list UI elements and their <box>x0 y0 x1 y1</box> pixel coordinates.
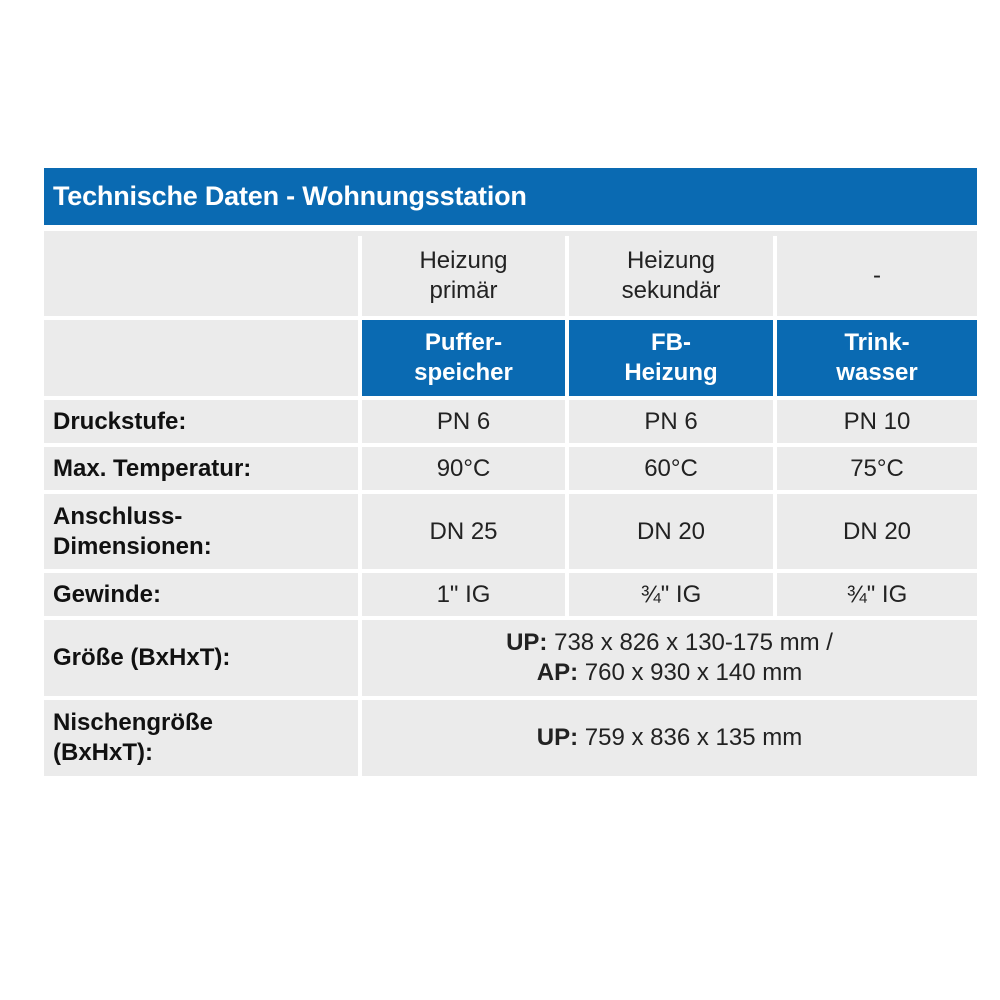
table-grid <box>44 236 977 776</box>
blue-row-empty-cell <box>44 320 358 396</box>
nische-up-key: UP: <box>536 724 579 751</box>
groesse-value <box>362 620 977 696</box>
blue-col-3-line-1: Trink- <box>844 329 910 356</box>
header-col-3 <box>777 236 977 316</box>
druckstufe-value-1: PN 6 <box>362 400 565 443</box>
groesse-ap-key: AP: <box>536 659 579 686</box>
blue-col-trinkwasser <box>777 320 977 396</box>
header-col-1-line-1: Heizung <box>419 247 508 274</box>
druckstufe-value-2: PN 6 <box>569 400 773 443</box>
header-col-2-line-1: Heizung <box>626 247 716 274</box>
blue-col-2-line-2: Heizung <box>624 359 718 386</box>
gewinde-value-3: ¾" IG <box>777 573 977 616</box>
temperatur-value-1: 90°C <box>362 447 565 490</box>
row-label-temperatur: Max. Temperatur: <box>44 447 358 490</box>
anschluss-value-2: DN 20 <box>569 494 773 569</box>
temperatur-value-3: 75°C <box>777 447 977 490</box>
blue-col-pufferspeicher <box>362 320 565 396</box>
druckstufe-value-3: PN 10 <box>777 400 977 443</box>
nische-label-line-1: Nischengröße <box>53 709 214 736</box>
temperatur-value-2: 60°C <box>569 447 773 490</box>
blue-col-3-line-2: wasser <box>836 359 918 386</box>
anschluss-label-line-2: Dimensionen: <box>53 532 212 560</box>
blue-col-2-line-1: FB- <box>651 329 691 356</box>
groesse-line-1 <box>506 628 833 658</box>
blue-col-1-line-1: Puffer- <box>424 329 503 356</box>
gewinde-value-2: ¾" IG <box>569 573 773 616</box>
anschluss-value-3: DN 20 <box>777 494 977 569</box>
blue-col-fb-heizung <box>569 320 773 396</box>
row-label-groesse: Größe (BxHxT): <box>44 620 358 696</box>
row-label-gewinde: Gewinde: <box>44 573 358 616</box>
header-col-3-dash: - <box>873 262 881 289</box>
header-col-2 <box>569 236 773 316</box>
anschluss-label-line-1: Anschluss- <box>53 502 183 530</box>
tech-data-table <box>44 168 977 776</box>
table-title: Technische Daten - Wohnungsstation <box>44 168 977 225</box>
nische-up-value: 759 x 836 x 135 mm <box>578 724 803 751</box>
header-col-1-line-2: primär <box>429 277 498 304</box>
anschluss-value-1: DN 25 <box>362 494 565 569</box>
header-empty-cell <box>44 236 358 316</box>
groesse-line-2 <box>537 658 802 688</box>
nische-label-line-2: (BxHxT): <box>53 739 153 766</box>
gewinde-value-1: 1" IG <box>362 573 565 616</box>
groesse-up-key: UP: <box>506 629 548 656</box>
row-label-anschluss <box>44 494 358 569</box>
row-label-druckstufe: Druckstufe: <box>44 400 358 443</box>
blue-col-1-line-2: speicher <box>414 359 513 386</box>
header-col-1 <box>362 236 565 316</box>
groesse-ap-value: 760 x 930 x 140 mm <box>578 659 803 686</box>
row-label-nische <box>44 700 358 776</box>
groesse-up-value: 738 x 826 x 130-175 mm / <box>547 629 833 656</box>
nische-value <box>362 700 977 776</box>
nische-line-1 <box>537 723 802 753</box>
header-col-2-line-2: sekundär <box>621 277 721 304</box>
